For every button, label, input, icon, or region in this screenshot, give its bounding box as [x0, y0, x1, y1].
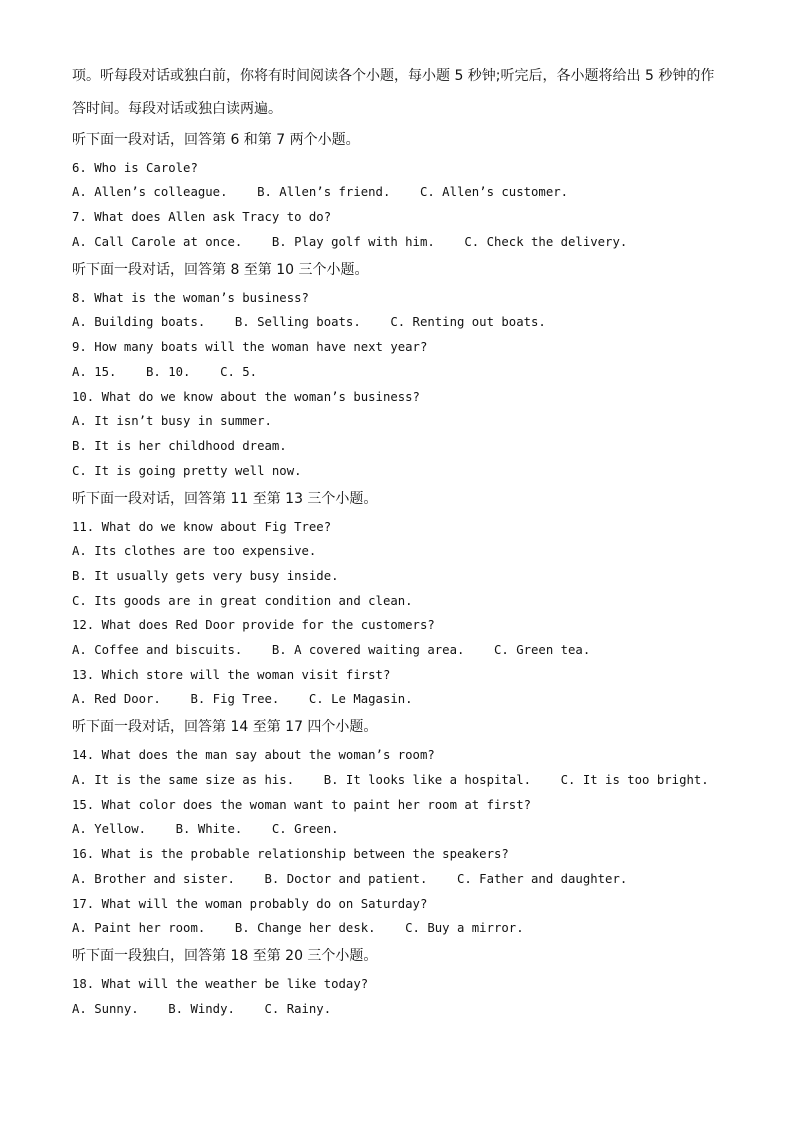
- answer-option: A. It isn’t busy in summer.: [72, 414, 272, 428]
- section-heading: 听下面一段独白，回答第 18 至第 20 三个小题。: [72, 948, 378, 964]
- question-stem: 16. What is the probable relationship between the speakers?: [72, 847, 509, 861]
- answer-option: B. It is her childhood dream.: [72, 439, 287, 453]
- answer-options: A. Call Carole at once. B. Play golf with him. C. Check the delivery.: [72, 235, 628, 249]
- answer-options: A. 15. B. 10. C. 5.: [72, 365, 258, 379]
- question-stem: 17. What will the woman probably do on Saturday?: [72, 897, 428, 911]
- question-stem: 12. What does Red Door provide for the customers?: [72, 618, 435, 632]
- answer-option: B. It usually gets very busy inside.: [72, 569, 339, 583]
- answer-options: A. It is the same size as his. B. It looks like a hospital. C. It is too bright.: [72, 773, 709, 787]
- answer-options: A. Allen’s colleague. B. Allen’s friend. C. Allen’s customer.: [72, 185, 569, 199]
- section-heading: 听下面一段对话，回答第 14 至第 17 四个小题。: [72, 719, 378, 735]
- section-heading: 听下面一段对话，回答第 6 和第 7 两个小题。: [72, 132, 360, 148]
- answer-options: A. Brother and sister. B. Doctor and patient. C. Father and daughter.: [72, 872, 628, 886]
- answer-options: A. Yellow. B. White. C. Green.: [72, 822, 339, 836]
- answer-options: A. Coffee and biscuits. B. A covered waiting area. C. Green tea.: [72, 643, 591, 657]
- answer-options: A. Sunny. B. Windy. C. Rainy.: [72, 1002, 332, 1016]
- question-stem: 6. Who is Carole?: [72, 161, 198, 175]
- answer-options: A. Building boats. B. Selling boats. C. Renting out boats.: [72, 315, 546, 329]
- question-stem: 7. What does Allen ask Tracy to do?: [72, 210, 332, 224]
- question-stem: 10. What do we know about the woman’s business?: [72, 390, 420, 404]
- question-stem: 14. What does the man say about the woman’s room?: [72, 748, 435, 762]
- question-stem: 18. What will the weather be like today?: [72, 977, 369, 991]
- answer-options: A. Red Door. B. Fig Tree. C. Le Magasin.: [72, 692, 413, 706]
- answer-options: A. Paint her room. B. Change her desk. C. Buy a mirror.: [72, 921, 524, 935]
- question-stem: 8. What is the woman’s business?: [72, 291, 309, 305]
- instructions-text: 项。听每段对话或独白前，你将有时间阅读各个小题，每小题 5 秒钟;听完后，各小题将给出 5 秒钟的作: [72, 68, 715, 84]
- answer-option: C. Its goods are in great condition and clean.: [72, 594, 413, 608]
- section-heading: 听下面一段对话，回答第 11 至第 13 三个小题。: [72, 491, 378, 507]
- question-stem: 11. What do we know about Fig Tree?: [72, 520, 332, 534]
- answer-option: A. Its clothes are too expensive.: [72, 544, 317, 558]
- question-stem: 13. Which store will the woman visit first?: [72, 668, 391, 682]
- answer-option: C. It is going pretty well now.: [72, 464, 302, 478]
- question-stem: 9. How many boats will the woman have next year?: [72, 340, 428, 354]
- section-heading: 听下面一段对话，回答第 8 至第 10 三个小题。: [72, 262, 369, 278]
- instructions-text: 答时间。每段对话或独白读两遍。: [72, 101, 282, 117]
- question-stem: 15. What color does the woman want to paint her room at first?: [72, 798, 532, 812]
